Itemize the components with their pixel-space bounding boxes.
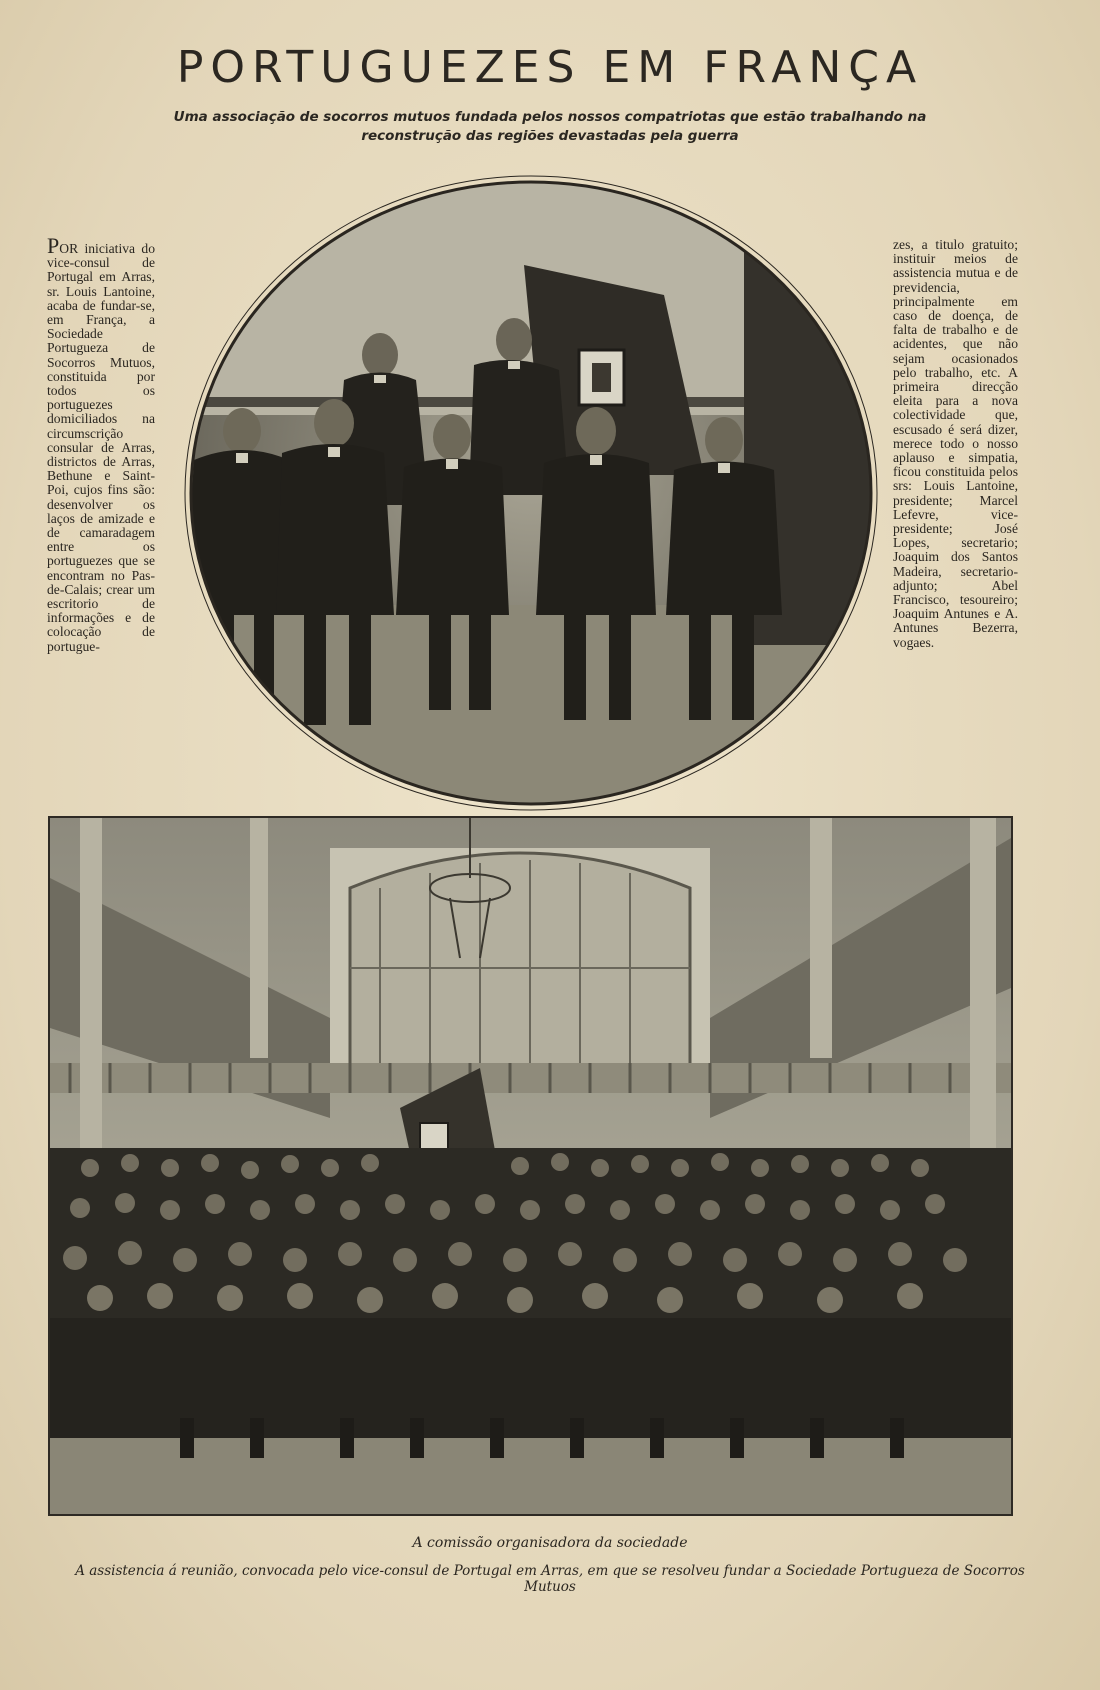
drop-cap: P <box>47 233 60 258</box>
top-photo-caption: A comissão organisadora da sociedade <box>412 1535 688 1551</box>
bottom-photo-caption: A assistencia á reunião, convocada pelo vice-consul de Portugal em Arras, em que se resolveu fundar a Sociedade Portugueza de Socorros Mutuos <box>75 1563 1025 1595</box>
article-subtitle: Uma associação de socorros mutuos fundada pelos nossos compatriotas que estão trabalhando na reconstrução das regiões devastadas pela guerra <box>173 109 927 144</box>
left-column-text: OR iniciativa do vice-consul de Portugal em Arras, sr. Louis Lantoine, acaba de fundar-se, em França, a Sociedade Portugueza de Socorros Mutuos, constituida por todos os portuguezes domiciliados na circumscrição consular de Arras, districtos de Arras, Bethune e Saint-Poi, cujos fins são: desenvolver os laços de amizade e de camaradagem entre os portuguezes que se encontram no Pas-de-Calais; crear um escritorio de informações e de colocação de portugue- <box>47 241 155 654</box>
right-text-column <box>893 238 1018 650</box>
left-text-column <box>47 233 155 654</box>
article-title: PORTUGUEZES EM FRANÇA <box>176 42 924 93</box>
committee-photo <box>184 175 878 811</box>
right-column-text: zes, a titulo gratuito; instituir meios de assistencia mutua e de previdencia, principalmente em caso de doença, de falta de trabalho e de acidentes, que não sejam ocasionados pelo trabalho, etc. A primeira direcção eleita para a nova colectividade que, escusado é será dizer, merece todo o nosso aplauso e simpatia, ficou constituida pelos srs: Louis Lantoine, presidente; Marcel Lefevre, vice-presidente; José Lopes, secretario; Joaquim dos Santos Madeira, secretario-adjunto; Abel Francisco, tesoureiro; Joaquim Antunes e A. Antunes Bezerra, vogaes. <box>893 237 1018 650</box>
assembly-photo <box>48 816 1013 1516</box>
